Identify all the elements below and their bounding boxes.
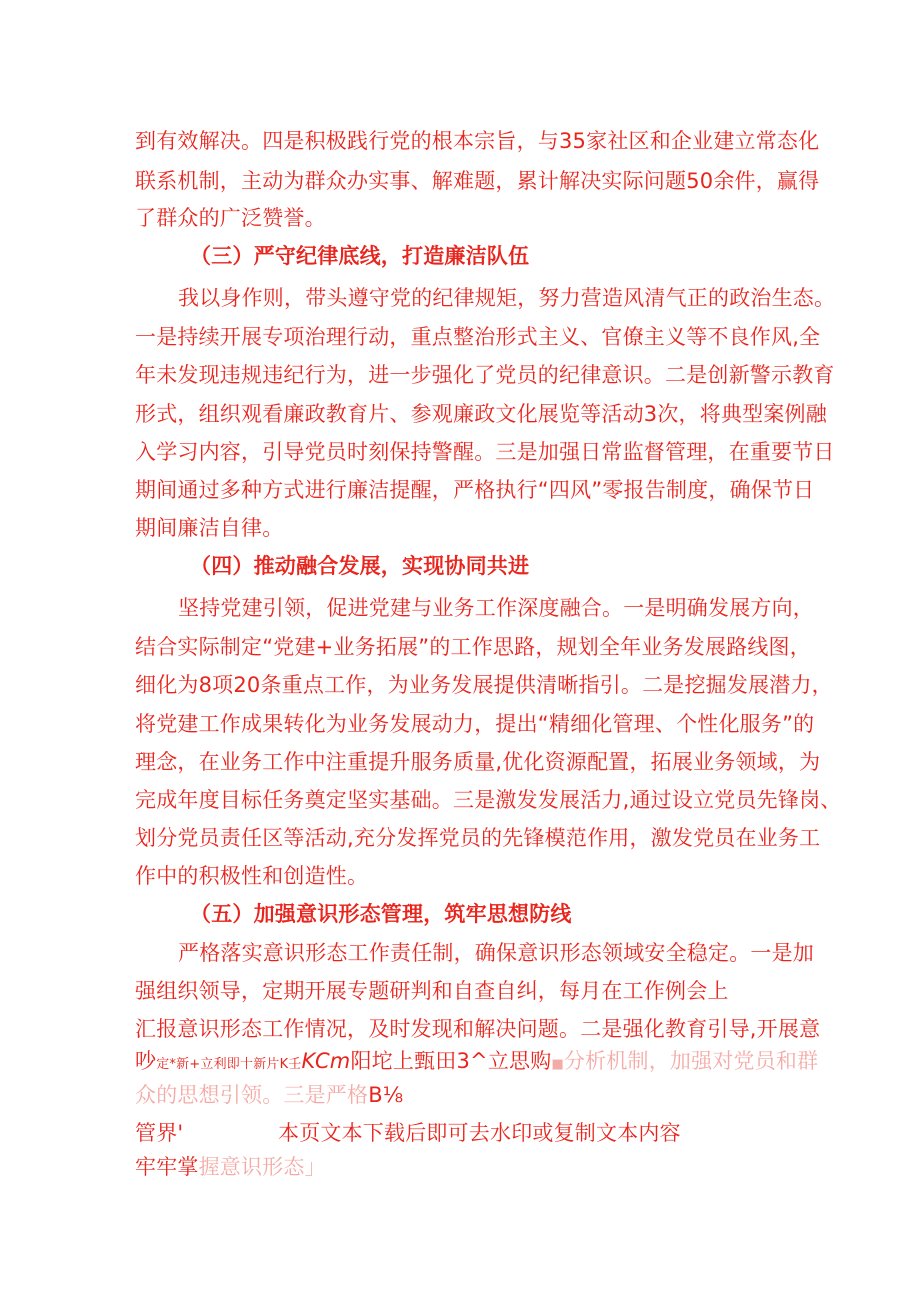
text-line: 期间通过多种方式进行廉洁提醒，严格执行“四风”零报告制度，确保节日: [135, 478, 815, 502]
text-line: 完成年度目标任务奠定坚实基础。三是激发发展活力,通过设立党员先锋岗、: [135, 788, 842, 812]
garbled-fragment: 分析机制，加强对党员和群: [563, 1049, 819, 1073]
text-line: 一是持续开展专项治理行动，重点整治形式主义、官僚主义等不良作风,全: [135, 325, 821, 349]
text-line: 作中的积极性和创造性。: [135, 864, 369, 888]
watermark-label: 管界': [135, 1121, 184, 1145]
section-heading: （三）严守纪律底线，打造廉洁队伍: [190, 244, 530, 268]
garbled-fragment: 吵: [135, 1049, 157, 1073]
text-line: 入学习内容，引导党员时刻保持警醒。三是加强日常监督管理，在重要节日: [135, 440, 835, 464]
garbled-line: [135, 1046, 920, 1080]
section-heading: （五）加强意识形态管理，筑牢思想防线: [190, 902, 572, 926]
watermark-notice: 本页文本下载后即可去水印或复制文本内容: [278, 1121, 681, 1145]
text-line: 细化为8项20条重点工作，为业务发展提供清晰指引。二是挖掘发展潜力，: [135, 673, 833, 697]
garbled-fragment: B⅛: [368, 1083, 404, 1107]
garbled-fragment: 定*新+立利即十新片K壬: [156, 1057, 302, 1072]
text-line: 了群众的广泛赞誉。: [135, 206, 326, 230]
garbled-line: [135, 1080, 920, 1110]
garbled-fragment: 众的思想引领。三是严格: [135, 1083, 369, 1107]
text-line: 期间廉洁自律。: [135, 516, 284, 540]
text-line: 汇报意识形态工作情况，及时发现和解决问题。二是强化教育引导,开展意: [135, 1017, 821, 1041]
garbled-fragment: KCm: [301, 1049, 351, 1073]
text-line: 年未发现违规违纪行为，进一步强化了党员的纪律意识。二是创新警示教育: [135, 363, 835, 387]
garbled-line: [135, 1152, 920, 1182]
text-line: 划分党员责任区等活动,充分发挥党员的先锋模范作用，激发党员在业务工: [135, 826, 821, 850]
text-line: 到有效解决。四是积极践行党的根本宗旨，与35家社区和企业建立常态化: [135, 129, 820, 153]
garbled-fragment: ■: [551, 1057, 564, 1072]
garbled-fragment: 牢牢掌: [135, 1155, 199, 1179]
text-line: 我以身作则，带头遵守党的纪律规矩，努力营造风清气正的政治生态。: [178, 286, 836, 310]
text-line: 理念，在业务工作中注重提升服务质量,优化资源配置，拓展业务领域，为: [135, 750, 821, 774]
text-line: 联系机制，主动为群众办实事、解难题，累计解决实际问题50余件，赢得: [135, 169, 820, 193]
garbled-fragment: 阳坨上甄田3^立思购: [350, 1049, 552, 1073]
section-heading: （四）推动融合发展，实现协同共进: [190, 554, 530, 578]
text-line: 强组织领导，定期开展专题研判和自查自纠，每月在工作例会上: [135, 979, 729, 1003]
text-line: 将党建工作成果转化为业务发展动力，提出“精细化管理、个性化服务”的: [135, 712, 815, 736]
text-line: 坚持党建引领，促进党建与业务工作深度融合。一是明确发展方向，: [178, 596, 814, 620]
garbled-fragment: 握意识形态」: [198, 1155, 326, 1179]
text-line: 严格落实意识形态工作责任制，确保意识形态领域安全稳定。一是加: [178, 941, 814, 965]
text-line: 形式，组织观看廉政教育片、参观廉政文化展览等活动3次，将典型案例融: [135, 402, 827, 426]
text-line: 结合实际制定“党建+业务拓展”的工作思路，规划全年业务发展路线图，: [135, 635, 811, 659]
